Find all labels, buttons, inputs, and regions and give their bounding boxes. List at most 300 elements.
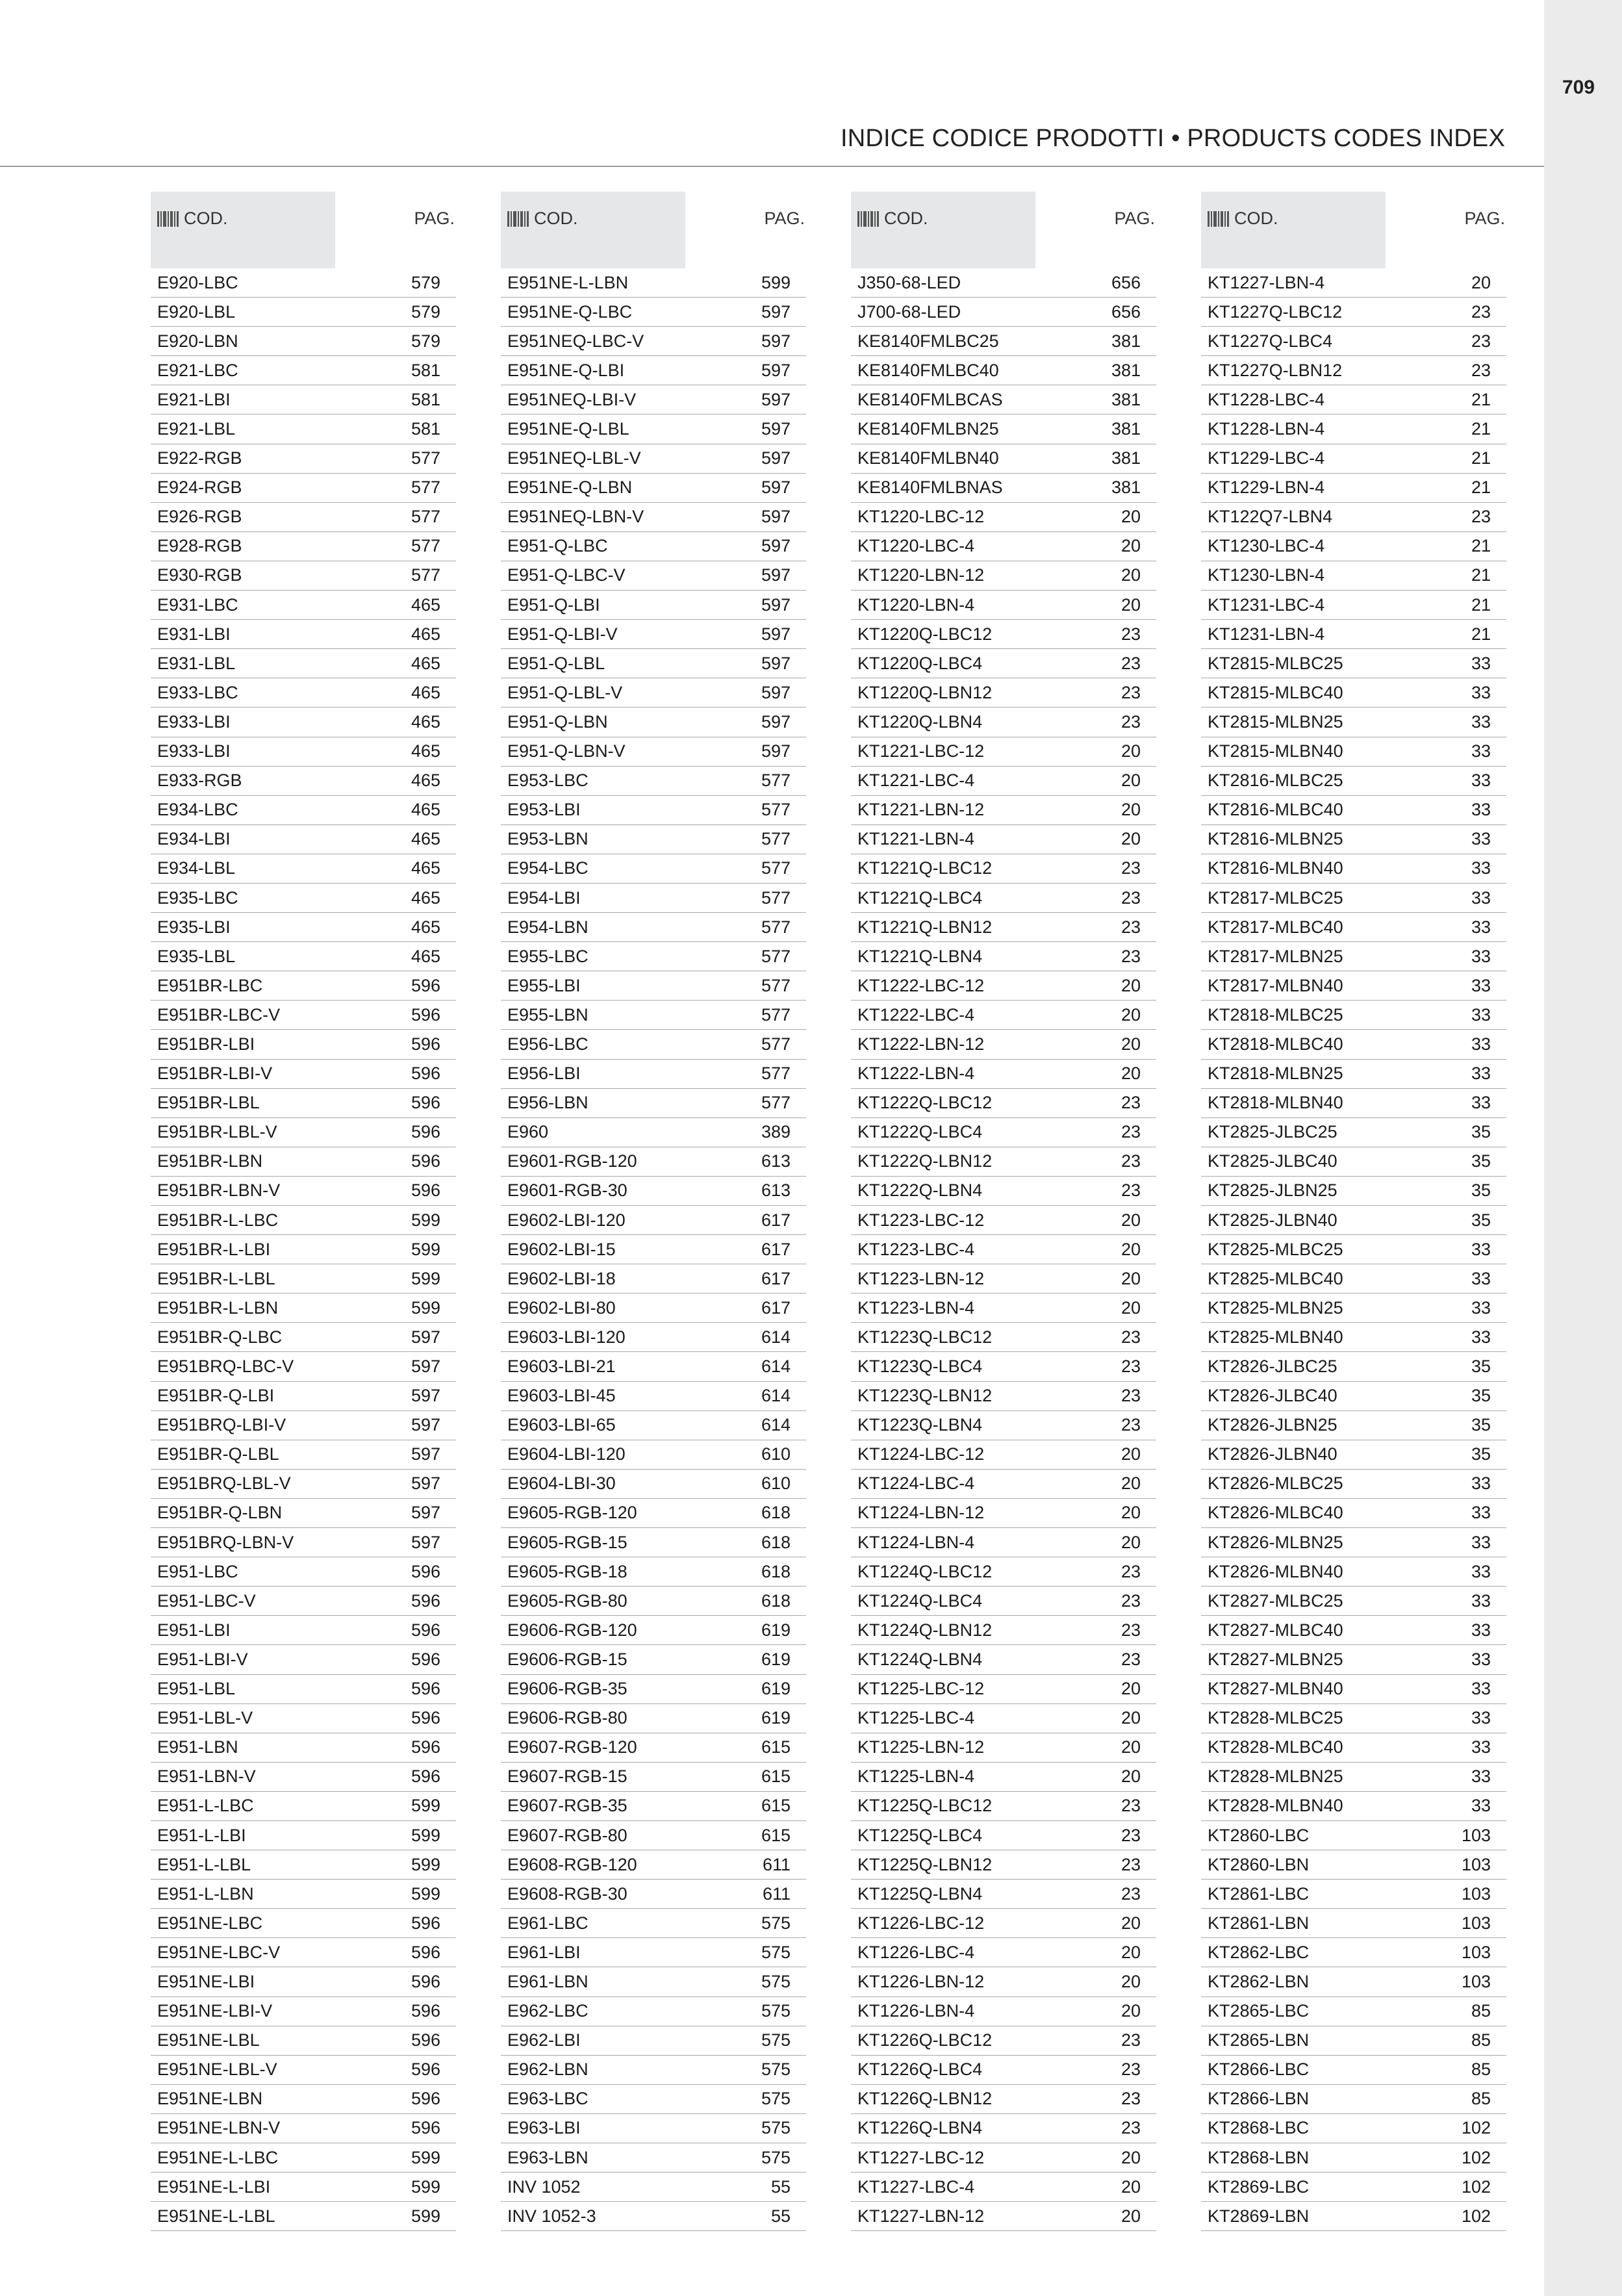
- page-ref: 599: [411, 2206, 440, 2226]
- index-row: [501, 532, 806, 561]
- header-shade: [151, 192, 335, 268]
- page-ref: 20: [1121, 594, 1141, 615]
- page-ref: 465: [411, 771, 440, 791]
- index-row: [1201, 1323, 1506, 1352]
- page-ref: 596: [411, 2060, 440, 2080]
- page-ref: 23: [1471, 507, 1491, 527]
- index-row: [851, 884, 1156, 913]
- index-row: [851, 1587, 1156, 1616]
- product-code: E954-LBI: [507, 887, 581, 908]
- page-ref: 597: [761, 682, 791, 702]
- page-ref: 597: [411, 1444, 440, 1464]
- index-row: [851, 1645, 1156, 1674]
- page-ref: 597: [761, 331, 791, 351]
- product-code: E951NE-LBN: [157, 2089, 263, 2109]
- barcode-icon: [857, 211, 879, 227]
- index-row: [1201, 1704, 1506, 1733]
- page-ref: 597: [411, 1503, 440, 1523]
- index-row: [851, 2143, 1156, 2173]
- index-row: [151, 1616, 456, 1645]
- index-row: [501, 1499, 806, 1528]
- index-row: [1201, 2114, 1506, 2143]
- product-code: E955-LBN: [507, 1004, 589, 1025]
- page-ref: 33: [1471, 1093, 1491, 1113]
- index-row: [851, 503, 1156, 532]
- product-code: E951BRQ-LBL-V: [157, 1473, 291, 1494]
- product-code: KT1221Q-LBN4: [857, 946, 983, 966]
- product-code: KT2869-LBC: [1208, 2176, 1310, 2197]
- page-ref: 103: [1461, 1942, 1491, 1962]
- index-row: [1201, 268, 1506, 298]
- page-ref: 33: [1471, 1297, 1491, 1318]
- product-code: E962-LBN: [507, 2060, 589, 2080]
- index-row: [151, 1118, 456, 1147]
- page-ref: 575: [761, 2030, 791, 2050]
- index-row: [501, 2085, 806, 2114]
- page-ref: 20: [1121, 1708, 1141, 1728]
- product-code: E9603-LBI-21: [507, 1357, 616, 1377]
- page-ref: 465: [411, 800, 440, 820]
- product-code: KT1220-LBC-4: [857, 536, 975, 556]
- page-ref: 596: [411, 1913, 440, 1933]
- product-code: E9605-RGB-18: [507, 1561, 627, 1581]
- index-row: [851, 356, 1156, 385]
- page-ref: 596: [411, 2089, 440, 2109]
- page-ref: 619: [761, 1649, 791, 1669]
- product-code: E951-L-LBC: [157, 1796, 254, 1816]
- product-code: KT1225Q-LBN12: [857, 1854, 993, 1874]
- page-ref: 597: [411, 1473, 440, 1494]
- product-code: KT1226Q-LBN4: [857, 2118, 983, 2138]
- page-ref: 23: [1121, 1180, 1141, 1201]
- index-row: [501, 591, 806, 620]
- index-row: [851, 1177, 1156, 1206]
- page-ref: 33: [1471, 1561, 1491, 1581]
- page-ref: 20: [1121, 1737, 1141, 1757]
- product-code: KT2825-MLBC40: [1208, 1268, 1343, 1288]
- product-code: KT1222Q-LBC12: [857, 1093, 993, 1113]
- index-row: [1201, 649, 1506, 678]
- page-ref: 599: [411, 1268, 440, 1288]
- page-ref: 23: [1121, 1415, 1141, 1435]
- product-code: E963-LBC: [507, 2089, 589, 2109]
- page-ref: 465: [411, 858, 440, 878]
- index-row: [1201, 1645, 1506, 1674]
- index-row: [1201, 1909, 1506, 1938]
- index-row: [151, 1060, 456, 1089]
- index-row: [151, 1382, 456, 1411]
- index-row: [501, 1206, 806, 1235]
- page-ref: 465: [411, 829, 440, 849]
- product-code: E9606-RGB-80: [507, 1708, 627, 1728]
- page-ref: 597: [761, 594, 791, 615]
- index-row: [151, 1880, 456, 1909]
- index-row: [151, 1557, 456, 1587]
- page-ref: 614: [761, 1357, 791, 1377]
- index-row: [1201, 767, 1506, 796]
- page-ref: 596: [411, 1942, 440, 1962]
- product-code: KT2817-MLBC40: [1208, 917, 1343, 937]
- product-code: E951BR-L-LBI: [157, 1239, 271, 1259]
- product-code: E963-LBI: [507, 2118, 581, 2138]
- header-divider: [0, 166, 1544, 167]
- index-row: [851, 1616, 1156, 1645]
- product-code: E951NE-LBC: [157, 1913, 263, 1933]
- index-row: [1201, 1967, 1506, 1996]
- product-code: KT2827-MLBN40: [1208, 1679, 1343, 1699]
- page-ref: 577: [411, 565, 440, 585]
- page-ref: 597: [761, 360, 791, 380]
- index-row: [1201, 1821, 1506, 1850]
- cod-header: [1208, 209, 1278, 229]
- index-row: [1201, 1177, 1506, 1206]
- page-ref: 619: [761, 1620, 791, 1640]
- index-row: [151, 1030, 456, 1059]
- product-code: KT1224Q-LBC4: [857, 1590, 983, 1611]
- index-rows: [1201, 268, 1506, 2231]
- index-row: [501, 708, 806, 737]
- index-row: [1201, 1880, 1506, 1909]
- product-code: E933-LBI: [157, 741, 231, 761]
- product-code: KT2827-MLBC40: [1208, 1620, 1343, 1640]
- index-row: [1201, 678, 1506, 708]
- product-code: E951NE-L-LBL: [157, 2206, 275, 2226]
- index-row: [151, 385, 456, 415]
- index-row: [501, 796, 806, 825]
- index-row: [501, 1528, 806, 1557]
- product-code: KT1220Q-LBN4: [857, 711, 983, 732]
- page-ref: 33: [1471, 653, 1491, 673]
- index-row: [1201, 1060, 1506, 1089]
- page-ref: 33: [1471, 1239, 1491, 1259]
- page-ref: 21: [1471, 448, 1491, 468]
- product-code: E951NEQ-LBN-V: [507, 507, 644, 527]
- product-code: KT2825-JLBC40: [1208, 1151, 1337, 1171]
- index-row: [851, 1499, 1156, 1528]
- page-ref: 465: [411, 741, 440, 761]
- index-row: [151, 1763, 456, 1792]
- product-code: E951BR-Q-LBL: [157, 1444, 279, 1464]
- page-ref: 597: [411, 1327, 440, 1347]
- product-code: E951BR-LBC-V: [157, 1004, 281, 1025]
- index-row: [1201, 561, 1506, 591]
- index-row: [151, 1938, 456, 1967]
- product-code: E951-LBI: [157, 1620, 231, 1640]
- product-code: E920-LBL: [157, 301, 236, 322]
- product-code: E9603-LBI-45: [507, 1386, 616, 1406]
- index-row: [151, 1001, 456, 1030]
- page-ref: 20: [1121, 1004, 1141, 1025]
- page-ref: 33: [1471, 946, 1491, 966]
- index-row: [151, 591, 456, 620]
- page-ref: 20: [1121, 536, 1141, 556]
- page-ref: 33: [1471, 711, 1491, 732]
- page-ref: 597: [761, 536, 791, 556]
- product-code: KT1228-LBN-4: [1208, 419, 1325, 439]
- cod-header: [157, 209, 228, 229]
- product-code: KT1222-LBN-12: [857, 1034, 985, 1054]
- index-row: [1201, 1733, 1506, 1763]
- page-ref: 20: [1471, 272, 1491, 292]
- index-row: [151, 1792, 456, 1821]
- index-row: [851, 649, 1156, 678]
- page-ref: 577: [761, 771, 791, 791]
- page-ref: 596: [411, 1122, 440, 1142]
- product-code: KT2825-JLBC25: [1208, 1122, 1337, 1142]
- page-ref: 33: [1471, 1737, 1491, 1757]
- index-row: [851, 268, 1156, 298]
- page-ref: 596: [411, 2118, 440, 2138]
- index-row: [1201, 356, 1506, 385]
- product-code: E953-LBN: [507, 829, 589, 849]
- index-row: [151, 1294, 456, 1323]
- product-code: KT2828-MLBN40: [1208, 1796, 1343, 1816]
- index-row: [151, 1206, 456, 1235]
- index-row: [1201, 942, 1506, 971]
- page-ref: 20: [1121, 1679, 1141, 1699]
- page-ref: 596: [411, 1679, 440, 1699]
- index-row: [1201, 474, 1506, 503]
- page-ref: 23: [1121, 2089, 1141, 2109]
- index-row: [851, 591, 1156, 620]
- page-ref: 610: [761, 1473, 791, 1494]
- index-row: [151, 884, 456, 913]
- page-ref: 599: [761, 272, 791, 292]
- product-code: KT2818-MLBC25: [1208, 1004, 1343, 1025]
- product-code: E951BR-Q-LBN: [157, 1503, 283, 1523]
- index-row: [151, 474, 456, 503]
- page-ref: 465: [411, 653, 440, 673]
- product-code: KT1224Q-LBC12: [857, 1561, 993, 1581]
- page-ref: 581: [411, 389, 440, 409]
- page-ref: 33: [1471, 1620, 1491, 1640]
- index-row: [501, 1821, 806, 1850]
- page-ref: 102: [1461, 2118, 1491, 2138]
- product-code: KT1230-LBC-4: [1208, 536, 1325, 556]
- product-code: KT122Q7-LBN4: [1208, 507, 1333, 527]
- page-ref: 381: [1111, 389, 1141, 409]
- index-row: [501, 1440, 806, 1470]
- page-ref: 465: [411, 946, 440, 966]
- product-code: E931-LBI: [157, 624, 231, 644]
- page-ref: 577: [761, 829, 791, 849]
- index-row: [501, 1060, 806, 1089]
- product-code: E955-LBI: [507, 975, 581, 995]
- product-code: KT1222-LBC-4: [857, 1004, 975, 1025]
- index-column-3: [851, 192, 1156, 2231]
- product-code: KT1221Q-LBN12: [857, 917, 993, 937]
- index-rows: [501, 268, 806, 2231]
- index-row: [851, 1792, 1156, 1821]
- page-ref: 23: [1471, 360, 1491, 380]
- product-code: E960: [507, 1122, 549, 1142]
- product-code: E921-LBC: [157, 360, 238, 380]
- product-code: E956-LBN: [507, 1093, 589, 1113]
- product-code: E953-LBI: [507, 800, 581, 820]
- product-code: KT2825-JLBN40: [1208, 1210, 1337, 1230]
- page-ref: 618: [761, 1590, 791, 1611]
- index-row: [1201, 1675, 1506, 1704]
- product-code: KT1223-LBC-4: [857, 1239, 975, 1259]
- page-ref: 381: [1111, 419, 1141, 439]
- page-ref: 33: [1471, 1532, 1491, 1552]
- page-ref: 381: [1111, 478, 1141, 498]
- page-ref: 575: [761, 2089, 791, 2109]
- product-code: KT1231-LBN-4: [1208, 624, 1325, 644]
- index-row: [851, 1733, 1156, 1763]
- index-row: [501, 1294, 806, 1323]
- product-code: KT1223Q-LBN4: [857, 1415, 983, 1435]
- product-code: E951-Q-LBC: [507, 536, 608, 556]
- page-ref: 465: [411, 594, 440, 615]
- index-row: [501, 1177, 806, 1206]
- barcode-icon: [507, 211, 529, 227]
- index-row: [851, 2173, 1156, 2202]
- page-ref: 577: [761, 858, 791, 878]
- product-code: KT1226-LBN-12: [857, 1971, 985, 1991]
- index-row: [501, 1001, 806, 1030]
- page-ref: 85: [1471, 2060, 1491, 2080]
- index-row: [851, 1001, 1156, 1030]
- page-ref: 20: [1121, 507, 1141, 527]
- index-row: [851, 1909, 1156, 1938]
- index-row: [851, 708, 1156, 737]
- product-code: E9606-RGB-120: [507, 1620, 637, 1640]
- index-row: [1201, 1499, 1506, 1528]
- page-ref: 55: [770, 2176, 791, 2197]
- product-code: KE8140FMLBNAS: [857, 478, 1003, 498]
- page-ref: 33: [1471, 1004, 1491, 1025]
- page-ref: 35: [1471, 1357, 1491, 1377]
- page-ref: 381: [1111, 448, 1141, 468]
- page-ref: 596: [411, 1708, 440, 1728]
- page-ref: 597: [761, 419, 791, 439]
- index-row: [1201, 2202, 1506, 2231]
- cod-header: [507, 209, 578, 229]
- index-row: [1201, 385, 1506, 415]
- index-row: [1201, 1001, 1506, 1030]
- page-ref: 599: [411, 2176, 440, 2197]
- column-header: [151, 192, 456, 268]
- index-row: [851, 1030, 1156, 1059]
- page-ref: 599: [411, 1854, 440, 1874]
- product-code: E951NE-L-LBC: [157, 2147, 279, 2167]
- page-ref: 575: [761, 2001, 791, 2021]
- index-row: [151, 1645, 456, 1674]
- index-row: [501, 1470, 806, 1499]
- page-ref: 597: [761, 624, 791, 644]
- barcode-icon: [157, 211, 179, 227]
- page-ref: 35: [1471, 1180, 1491, 1201]
- index-rows: [851, 268, 1156, 2231]
- page-ref: 33: [1471, 1649, 1491, 1669]
- product-code: E9601-RGB-30: [507, 1180, 627, 1201]
- index-row: [1201, 1411, 1506, 1440]
- index-row: [851, 1352, 1156, 1381]
- product-code: E951NE-Q-LBI: [507, 360, 625, 380]
- index-row: [151, 1440, 456, 1470]
- product-code: KT1225Q-LBC4: [857, 1825, 983, 1845]
- index-row: [151, 1528, 456, 1557]
- product-code: KT2861-LBN: [1208, 1913, 1310, 1933]
- index-row: [1201, 913, 1506, 942]
- cod-label: COD.: [1234, 209, 1278, 228]
- product-code: E951-Q-LBC-V: [507, 565, 626, 585]
- index-row: [151, 796, 456, 825]
- product-code: KT2815-MLBC25: [1208, 653, 1343, 673]
- index-row: [851, 971, 1156, 1001]
- index-row: [151, 532, 456, 561]
- page-ref: 577: [761, 1034, 791, 1054]
- page-ref: 575: [761, 2060, 791, 2080]
- index-row: [851, 620, 1156, 649]
- product-code: KT1220-LBN-12: [857, 565, 985, 585]
- index-row: [851, 1294, 1156, 1323]
- index-row: [151, 678, 456, 708]
- index-row: [1201, 1235, 1506, 1264]
- product-code: KT1221-LBC-12: [857, 741, 985, 761]
- product-code: E9602-LBI-18: [507, 1268, 616, 1288]
- index-row: [501, 854, 806, 884]
- product-code: E951-LBN-V: [157, 1767, 256, 1787]
- product-code: KT1224-LBN-4: [857, 1532, 975, 1552]
- pag-label: PAG.: [1114, 209, 1155, 228]
- index-rows: [151, 268, 456, 2231]
- product-code: E961-LBC: [507, 1913, 589, 1933]
- product-code: KT1220Q-LBC12: [857, 624, 993, 644]
- page-ref: 613: [761, 1151, 791, 1171]
- page-ref: 20: [1121, 1913, 1141, 1933]
- product-code: KE8140FMLBCAS: [857, 389, 1003, 409]
- page-ref: 465: [411, 711, 440, 732]
- index-row: [851, 444, 1156, 474]
- product-code: E926-RGB: [157, 507, 242, 527]
- page-ref: 20: [1121, 741, 1141, 761]
- index-row: [151, 942, 456, 971]
- page-ref: 103: [1461, 1883, 1491, 1904]
- index-row: [151, 825, 456, 854]
- index-row: [1201, 825, 1506, 854]
- page-ref: 596: [411, 1737, 440, 1757]
- product-code: E9606-RGB-15: [507, 1649, 627, 1669]
- product-code: E951-Q-LBI: [507, 594, 600, 615]
- page-ref: 619: [761, 1708, 791, 1728]
- page-ref: 23: [1121, 1386, 1141, 1406]
- product-code: E928-RGB: [157, 536, 242, 556]
- product-code: KT2818-MLBC40: [1208, 1034, 1343, 1054]
- page-ref: 23: [1121, 1825, 1141, 1845]
- index-row: [501, 474, 806, 503]
- index-row: [1201, 444, 1506, 474]
- index-row: [1201, 2173, 1506, 2202]
- index-row: [501, 444, 806, 474]
- index-row: [1201, 884, 1506, 913]
- page-ref: 33: [1471, 1034, 1491, 1054]
- page-ref: 20: [1121, 1503, 1141, 1523]
- index-row: [151, 913, 456, 942]
- page-ref: 23: [1121, 653, 1141, 673]
- page-ref: 615: [761, 1796, 791, 1816]
- product-code: E9607-RGB-35: [507, 1796, 627, 1816]
- product-code: E9603-LBI-65: [507, 1415, 616, 1435]
- index-row: [501, 1147, 806, 1177]
- product-code: KT2861-LBC: [1208, 1883, 1310, 1904]
- page-ref: 23: [1121, 1151, 1141, 1171]
- product-code: J700-68-LED: [857, 301, 961, 322]
- product-code: KT2828-MLBN25: [1208, 1767, 1343, 1787]
- page-ref: 596: [411, 1034, 440, 1054]
- product-code: KT2828-MLBC25: [1208, 1708, 1343, 1728]
